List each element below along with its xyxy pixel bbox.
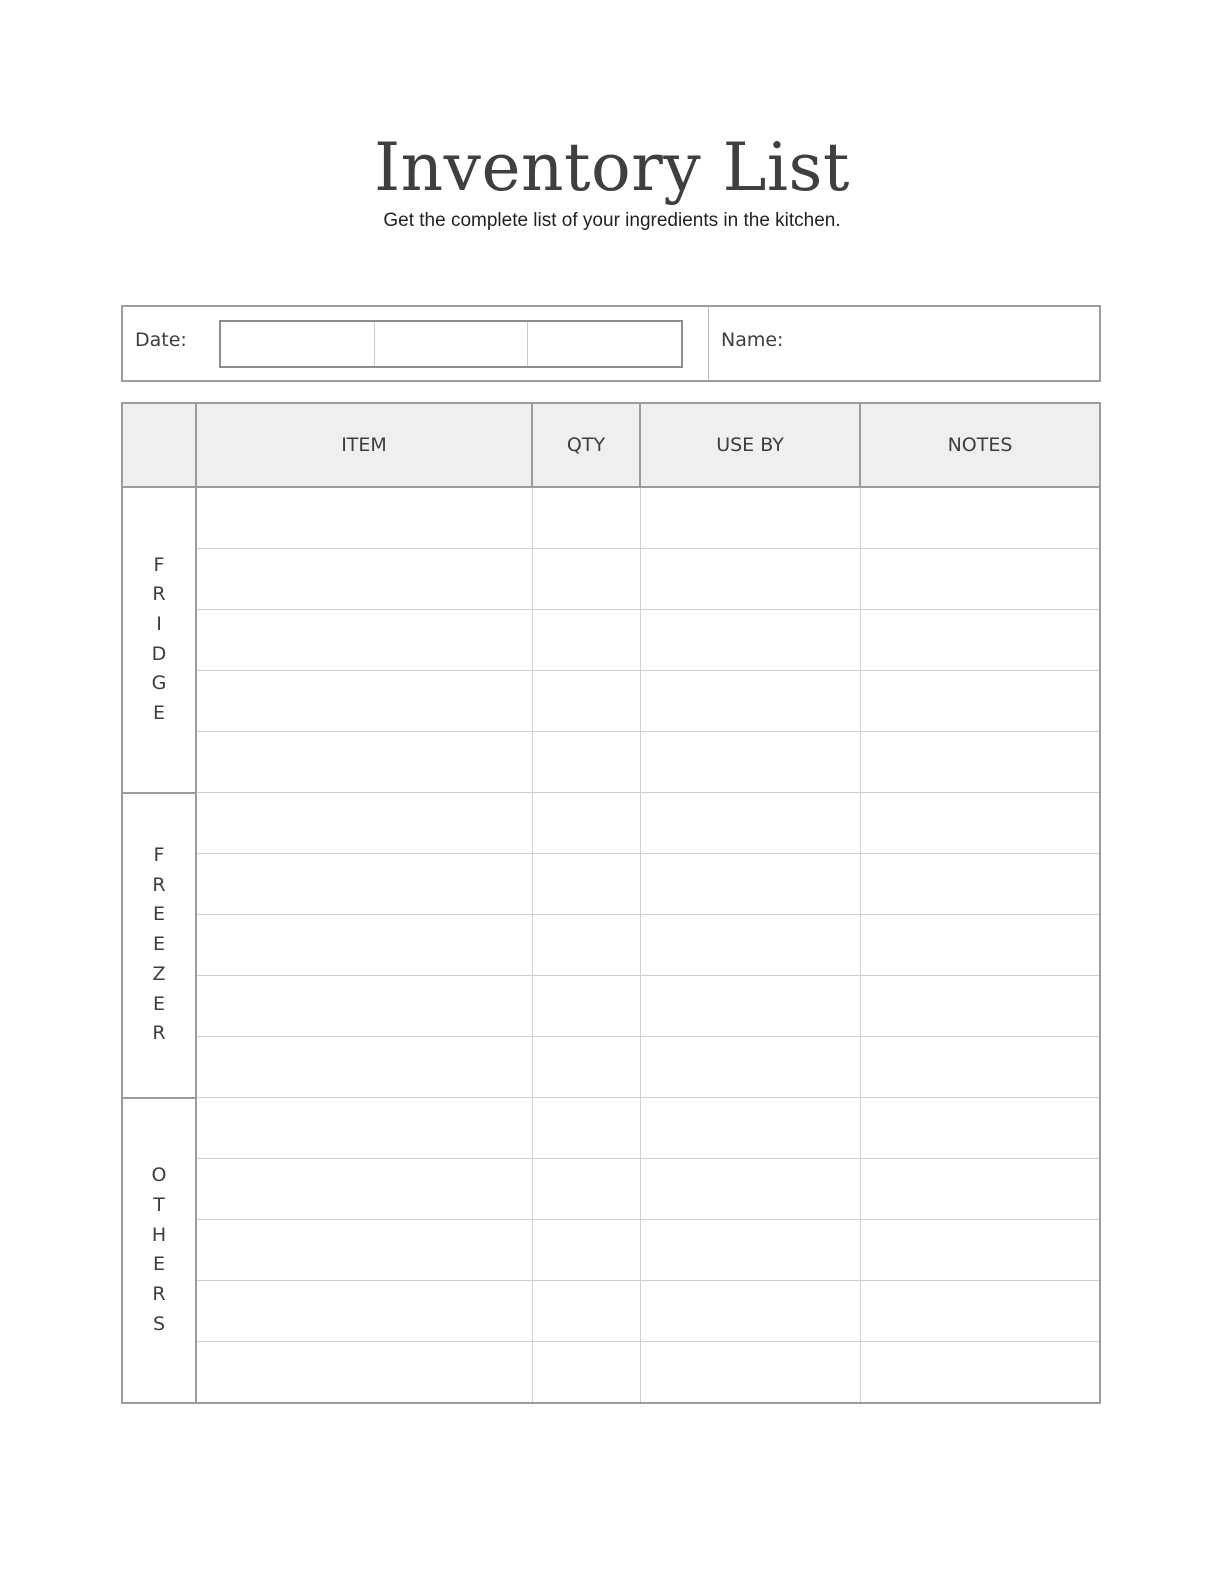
table-row: [122, 549, 1100, 610]
table-header-row: [122, 403, 1100, 487]
item-cell[interactable]: [196, 854, 532, 915]
column-header-category: [122, 403, 196, 487]
use-by-cell[interactable]: [640, 1037, 860, 1098]
notes-cell[interactable]: [860, 854, 1100, 915]
table-row: [122, 1098, 1100, 1159]
use-by-cell[interactable]: [640, 1342, 860, 1404]
date-segment-2[interactable]: [375, 322, 529, 366]
qty-cell[interactable]: [532, 854, 640, 915]
notes-cell[interactable]: [860, 1281, 1100, 1342]
use-by-cell[interactable]: [640, 671, 860, 732]
section-label-text: F R I D G E: [151, 553, 167, 725]
notes-cell[interactable]: [860, 915, 1100, 976]
qty-cell[interactable]: [532, 671, 640, 732]
qty-cell[interactable]: [532, 732, 640, 793]
column-header-use-by: USE BY: [640, 403, 860, 487]
item-cell[interactable]: [196, 610, 532, 671]
notes-cell[interactable]: [860, 1037, 1100, 1098]
notes-cell[interactable]: [860, 1098, 1100, 1159]
notes-cell[interactable]: [860, 1220, 1100, 1281]
item-cell[interactable]: [196, 1281, 532, 1342]
qty-cell[interactable]: [532, 976, 640, 1037]
qty-cell[interactable]: [532, 1098, 640, 1159]
name-label: Name:: [721, 329, 784, 351]
item-cell[interactable]: [196, 1098, 532, 1159]
date-label: Date:: [135, 329, 187, 351]
use-by-cell[interactable]: [640, 549, 860, 610]
use-by-cell[interactable]: [640, 793, 860, 854]
column-header-qty: QTY: [532, 403, 640, 487]
qty-cell[interactable]: [532, 915, 640, 976]
date-segment-3[interactable]: [528, 322, 681, 366]
qty-cell[interactable]: [532, 1037, 640, 1098]
use-by-cell[interactable]: [640, 915, 860, 976]
table-row: [122, 1159, 1100, 1220]
item-cell[interactable]: [196, 1037, 532, 1098]
date-field[interactable]: [219, 320, 683, 368]
page-subtitle: Get the complete list of your ingredients in the kitchen.: [383, 210, 841, 231]
page-title: Inventory List: [374, 129, 850, 206]
item-cell[interactable]: [196, 1159, 532, 1220]
section-label-text: F R E E Z E R: [152, 844, 166, 1045]
notes-cell[interactable]: [860, 487, 1100, 549]
inventory-table: [121, 402, 1101, 1404]
use-by-cell[interactable]: [640, 854, 860, 915]
section-label-others: [122, 1098, 196, 1404]
use-by-cell[interactable]: [640, 487, 860, 549]
date-segment-1[interactable]: [221, 322, 375, 366]
table-row: [122, 1281, 1100, 1342]
notes-cell[interactable]: [860, 793, 1100, 854]
item-cell[interactable]: [196, 732, 532, 793]
item-cell[interactable]: [196, 1220, 532, 1281]
notes-cell[interactable]: [860, 976, 1100, 1037]
section-label-fridge: [122, 487, 196, 793]
qty-cell[interactable]: [532, 1281, 640, 1342]
notes-cell[interactable]: [860, 610, 1100, 671]
qty-cell[interactable]: [532, 487, 640, 549]
section-label-freezer: [122, 793, 196, 1098]
table-row: [122, 915, 1100, 976]
table-row: [122, 610, 1100, 671]
use-by-cell[interactable]: [640, 732, 860, 793]
use-by-cell[interactable]: [640, 610, 860, 671]
item-cell[interactable]: [196, 671, 532, 732]
column-header-notes: NOTES: [860, 403, 1100, 487]
table-row: [122, 1220, 1100, 1281]
qty-cell[interactable]: [532, 1342, 640, 1404]
use-by-cell[interactable]: [640, 1159, 860, 1220]
qty-cell[interactable]: [532, 1159, 640, 1220]
use-by-cell[interactable]: [640, 976, 860, 1037]
qty-cell[interactable]: [532, 793, 640, 854]
table-row: [122, 671, 1100, 732]
notes-cell[interactable]: [860, 671, 1100, 732]
section-label-text: O T H E R S: [151, 1164, 167, 1335]
item-cell[interactable]: [196, 793, 532, 854]
column-header-item: ITEM: [196, 403, 532, 487]
item-cell[interactable]: [196, 487, 532, 549]
use-by-cell[interactable]: [640, 1098, 860, 1159]
qty-cell[interactable]: [532, 1220, 640, 1281]
table-row: [122, 854, 1100, 915]
item-cell[interactable]: [196, 549, 532, 610]
item-cell[interactable]: [196, 1342, 532, 1404]
header-divider: [708, 307, 709, 380]
qty-cell[interactable]: [532, 549, 640, 610]
notes-cell[interactable]: [860, 1159, 1100, 1220]
notes-cell[interactable]: [860, 1342, 1100, 1404]
table-row: [122, 487, 1100, 549]
table-row: [122, 793, 1100, 854]
item-cell[interactable]: [196, 915, 532, 976]
notes-cell[interactable]: [860, 732, 1100, 793]
notes-cell[interactable]: [860, 549, 1100, 610]
table-row: [122, 1037, 1100, 1098]
table-row: [122, 976, 1100, 1037]
header-box: [121, 305, 1101, 382]
use-by-cell[interactable]: [640, 1281, 860, 1342]
use-by-cell[interactable]: [640, 1220, 860, 1281]
table-body: [122, 487, 1100, 1403]
qty-cell[interactable]: [532, 610, 640, 671]
table-row: [122, 732, 1100, 793]
item-cell[interactable]: [196, 976, 532, 1037]
table-row: [122, 1342, 1100, 1404]
